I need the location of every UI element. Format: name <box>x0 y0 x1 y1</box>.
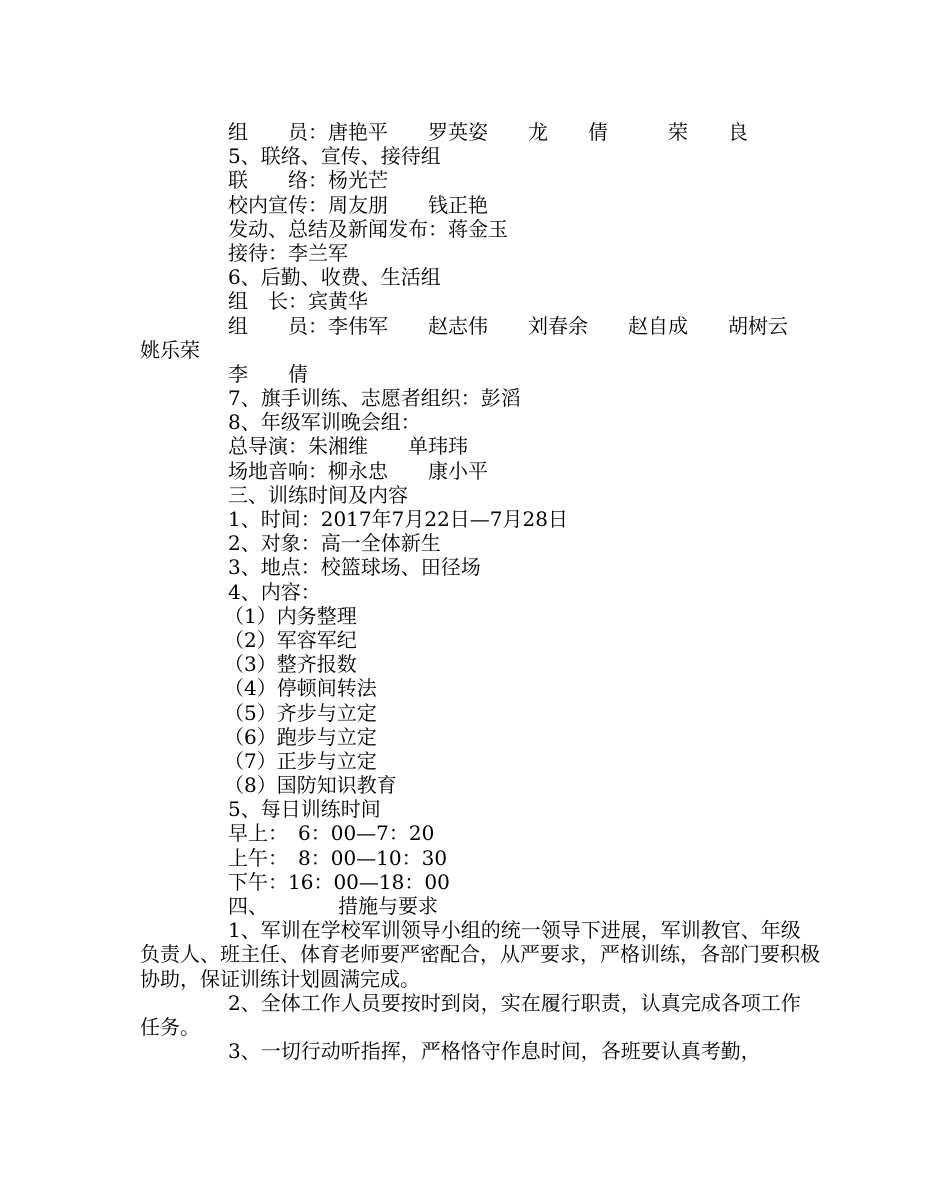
text-line: 组 员：唐艳平 罗英姿 龙 倩 荣 良 <box>228 120 748 144</box>
text-line: 组 员：李伟军 赵志伟 刘春余 赵自成 胡树云 <box>228 313 788 338</box>
text-line: 接待：李兰军 <box>228 240 348 265</box>
paragraph: 3、一切行动听指挥，严格恪守作息时间，各班要认真考勤， <box>228 1039 761 1064</box>
text-line: 2、对象：高一全体新生 <box>228 531 441 556</box>
list-item: （7）正步与立定 <box>224 748 377 773</box>
text-line: 发动、总结及新闻发布：蒋金玉 <box>228 216 508 241</box>
text-line: 1、时间：2017年7月22日—7月28日 <box>228 507 568 531</box>
section-heading: 三、训练时间及内容 <box>228 482 408 507</box>
text-line: 6、后勤、收费、生活组 <box>228 265 441 290</box>
list-item: （5）齐步与立定 <box>224 700 377 725</box>
text-line: 早上： 6：00—7：20 <box>228 821 435 846</box>
list-item: （8）国防知识教育 <box>224 773 397 798</box>
text-line: 下午：16：00—18：00 <box>228 869 450 894</box>
text-line: 8、年级军训晚会组： <box>228 410 421 435</box>
paragraph: 1、军训在学校军训领导小组的统一领导下进展，军训教官、年级负责人、班主任、体育老师要严密配合，从严要求，严格训练，各部门要积极协助，保证训练计划圆满完成。 <box>140 918 820 991</box>
text-line: 组 长：宾黄华 <box>228 289 368 314</box>
text-line: 场地音响：柳永忠 康小平 <box>228 458 488 483</box>
list-item: （2）军容军纪 <box>224 627 357 652</box>
text-line: 5、每日训练时间 <box>228 797 381 822</box>
text-line: 3、地点：校篮球场、田径场 <box>228 555 481 580</box>
paragraph: 2、全体工作人员要按时到岗，实在履行职责，认真完成各项工作任务。 <box>140 990 801 1039</box>
text-line: 4、内容： <box>228 579 321 604</box>
text-line: 李 倩 <box>228 361 308 386</box>
list-item: （6）跑步与立定 <box>224 724 377 749</box>
text-line: 联 络：杨光芒 <box>228 168 388 193</box>
document-body <box>140 120 820 1063</box>
text-line: 上午： 8：00—10：30 <box>228 845 448 870</box>
list-item: （1）内务整理 <box>224 603 357 628</box>
text-line: 5、联络、宣传、接待组 <box>228 144 441 169</box>
text-line: 姚乐荣 <box>140 337 200 362</box>
text-line: 7、旗手训练、志愿者组织：彭滔 <box>228 386 521 411</box>
list-item: （3）整齐报数 <box>224 652 357 677</box>
text-line: 校内宣传：周友朋 钱正艳 <box>228 192 488 217</box>
text-line: 总导演：朱湘维 单玮玮 <box>228 434 468 459</box>
list-item: （4）停顿间转法 <box>224 676 377 701</box>
section-heading: 四、 措施与要求 <box>228 894 438 918</box>
